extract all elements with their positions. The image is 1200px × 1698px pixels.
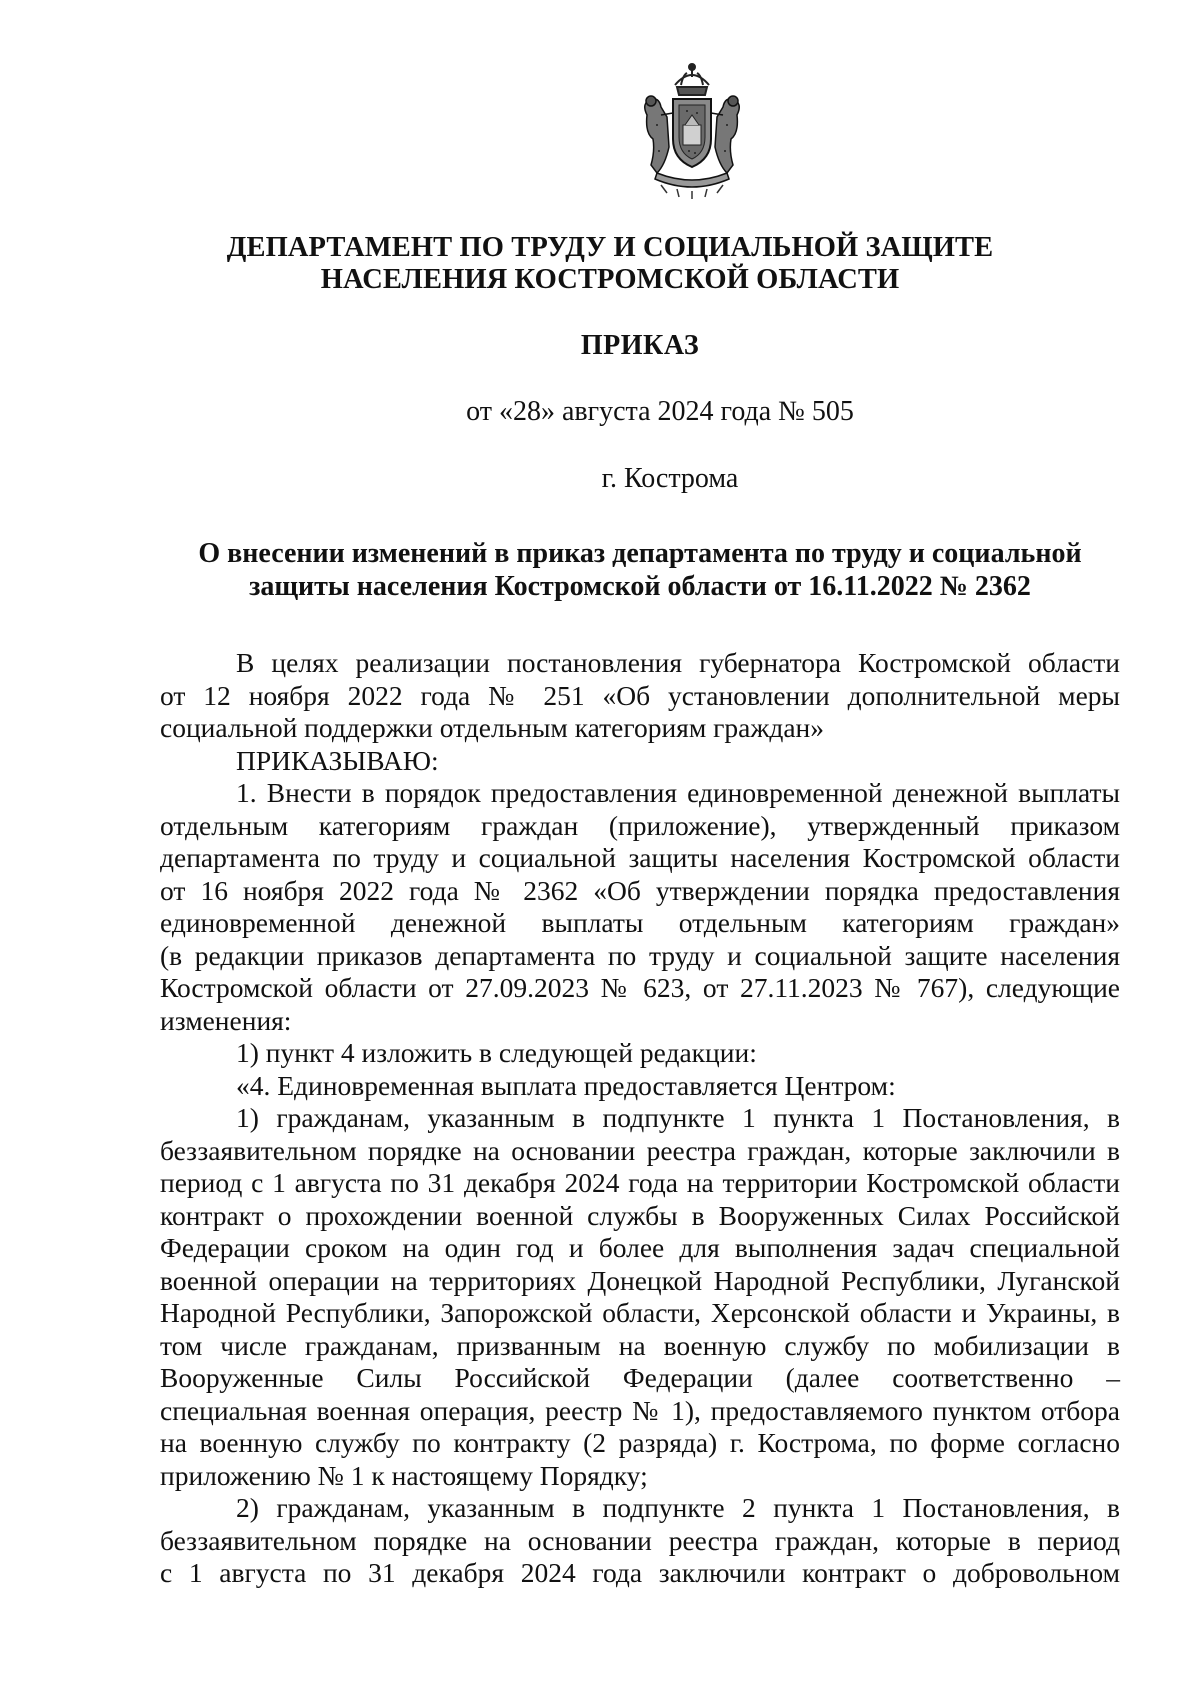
document-type-heading: ПРИКАЗ	[580, 330, 700, 361]
body-line: с 1 августа по 31 декабря 2024 года заключили контракт о добровольном	[160, 1557, 1120, 1588]
body-line: социальной поддержки отдельным категориям граждан»	[160, 712, 825, 743]
body-line: «4. Единовременная выплата предоставляется Центром:	[236, 1069, 896, 1101]
body-line: Костромской области от 27.09.2023 № 623, от 27.11.2023 № 767), следующие	[160, 972, 1120, 1003]
department-name-line-2: НАСЕЛЕНИЯ КОСТРОМСКОЙ ОБЛАСТИ	[320, 264, 900, 295]
body-line: на военную службу по контракту (2 разряда) г. Кострома, по форме согласно	[160, 1427, 1120, 1458]
body-line: 1) пункт 4 изложить в следующей редакции:	[236, 1037, 757, 1068]
body-line: специальная военная операция, реестр № 1), предоставляемого пунктом отбора	[160, 1394, 1120, 1426]
order-subject-line-1: О внесении изменений в приказ департамента по труду и социальной	[198, 538, 1082, 569]
order-subject-line-2: защиты населения Костромской области от 16.11.2022 № 2362	[249, 571, 1031, 602]
body-line: беззаявительном порядке на основании реестра граждан, которые в период	[160, 1524, 1120, 1556]
body-line: 2) гражданам, указанным в подпункте 2 пункта 1 Постановления, в	[236, 1492, 1120, 1523]
body-line: военной операции на территориях Донецкой Народной Республики, Луганской	[160, 1264, 1120, 1296]
body-line: от 12 ноября 2022 года № 251 «Об установлении дополнительной меры	[160, 679, 1120, 711]
body-line: Народной Республики, Запорожской области, Херсонской области и Украины, в	[160, 1297, 1120, 1328]
body-line: 1) гражданам, указанным в подпункте 1 пункта 1 Постановления, в	[236, 1102, 1120, 1133]
body-line: департамента по труду и социальной защиты населения Костромской области	[160, 842, 1120, 873]
body-line: изменения:	[160, 1004, 292, 1036]
order-body	[160, 647, 1120, 1590]
body-line: приложению № 1 к настоящему Порядку;	[160, 1459, 648, 1491]
body-line: том числе гражданам, призванным на военную службу по мобилизации в	[160, 1329, 1120, 1361]
body-line: В целях реализации постановления губернатора Костромской области	[236, 647, 1120, 678]
body-line: (в редакции приказов департамента по труду и социальной защите населения	[160, 939, 1120, 971]
body-line: контракт о прохождении военной службы в Вооруженных Силах Российской	[160, 1199, 1120, 1231]
body-line: период с 1 августа по 31 декабря 2024 года на территории Костромской области	[160, 1167, 1120, 1198]
body-line: 1. Внести в порядок предоставления единовременной денежной выплаты	[236, 777, 1120, 808]
body-line: беззаявительном порядке на основании реестра граждан, которые заключили в	[160, 1134, 1120, 1166]
department-name	[180, 232, 1040, 296]
body-line: отдельным категориям граждан (приложение), утвержденный приказом	[160, 809, 1120, 841]
body-line: от 16 ноября 2022 года № 2362 «Об утверждении порядка предоставления	[160, 874, 1120, 906]
order-date-number: от «28» августа 2024 года № 505	[466, 396, 854, 427]
order-subject	[160, 537, 1120, 603]
order-city: г. Кострома	[601, 463, 739, 494]
body-line: единовременной денежной выплаты отдельным категориям граждан»	[160, 907, 1120, 938]
coat-of-arms-icon	[617, 55, 767, 205]
body-line: Федерации сроком на один год и более для выполнения задач специальной	[160, 1232, 1120, 1263]
body-line: ПРИКАЗЫВАЮ:	[236, 744, 439, 776]
body-line: Вооруженные Силы Российской Федерации (далее соответственно –	[160, 1362, 1120, 1393]
department-name-line-1: ДЕПАРТАМЕНТ ПО ТРУДУ И СОЦИАЛЬНОЙ ЗАЩИТЕ	[226, 232, 994, 263]
